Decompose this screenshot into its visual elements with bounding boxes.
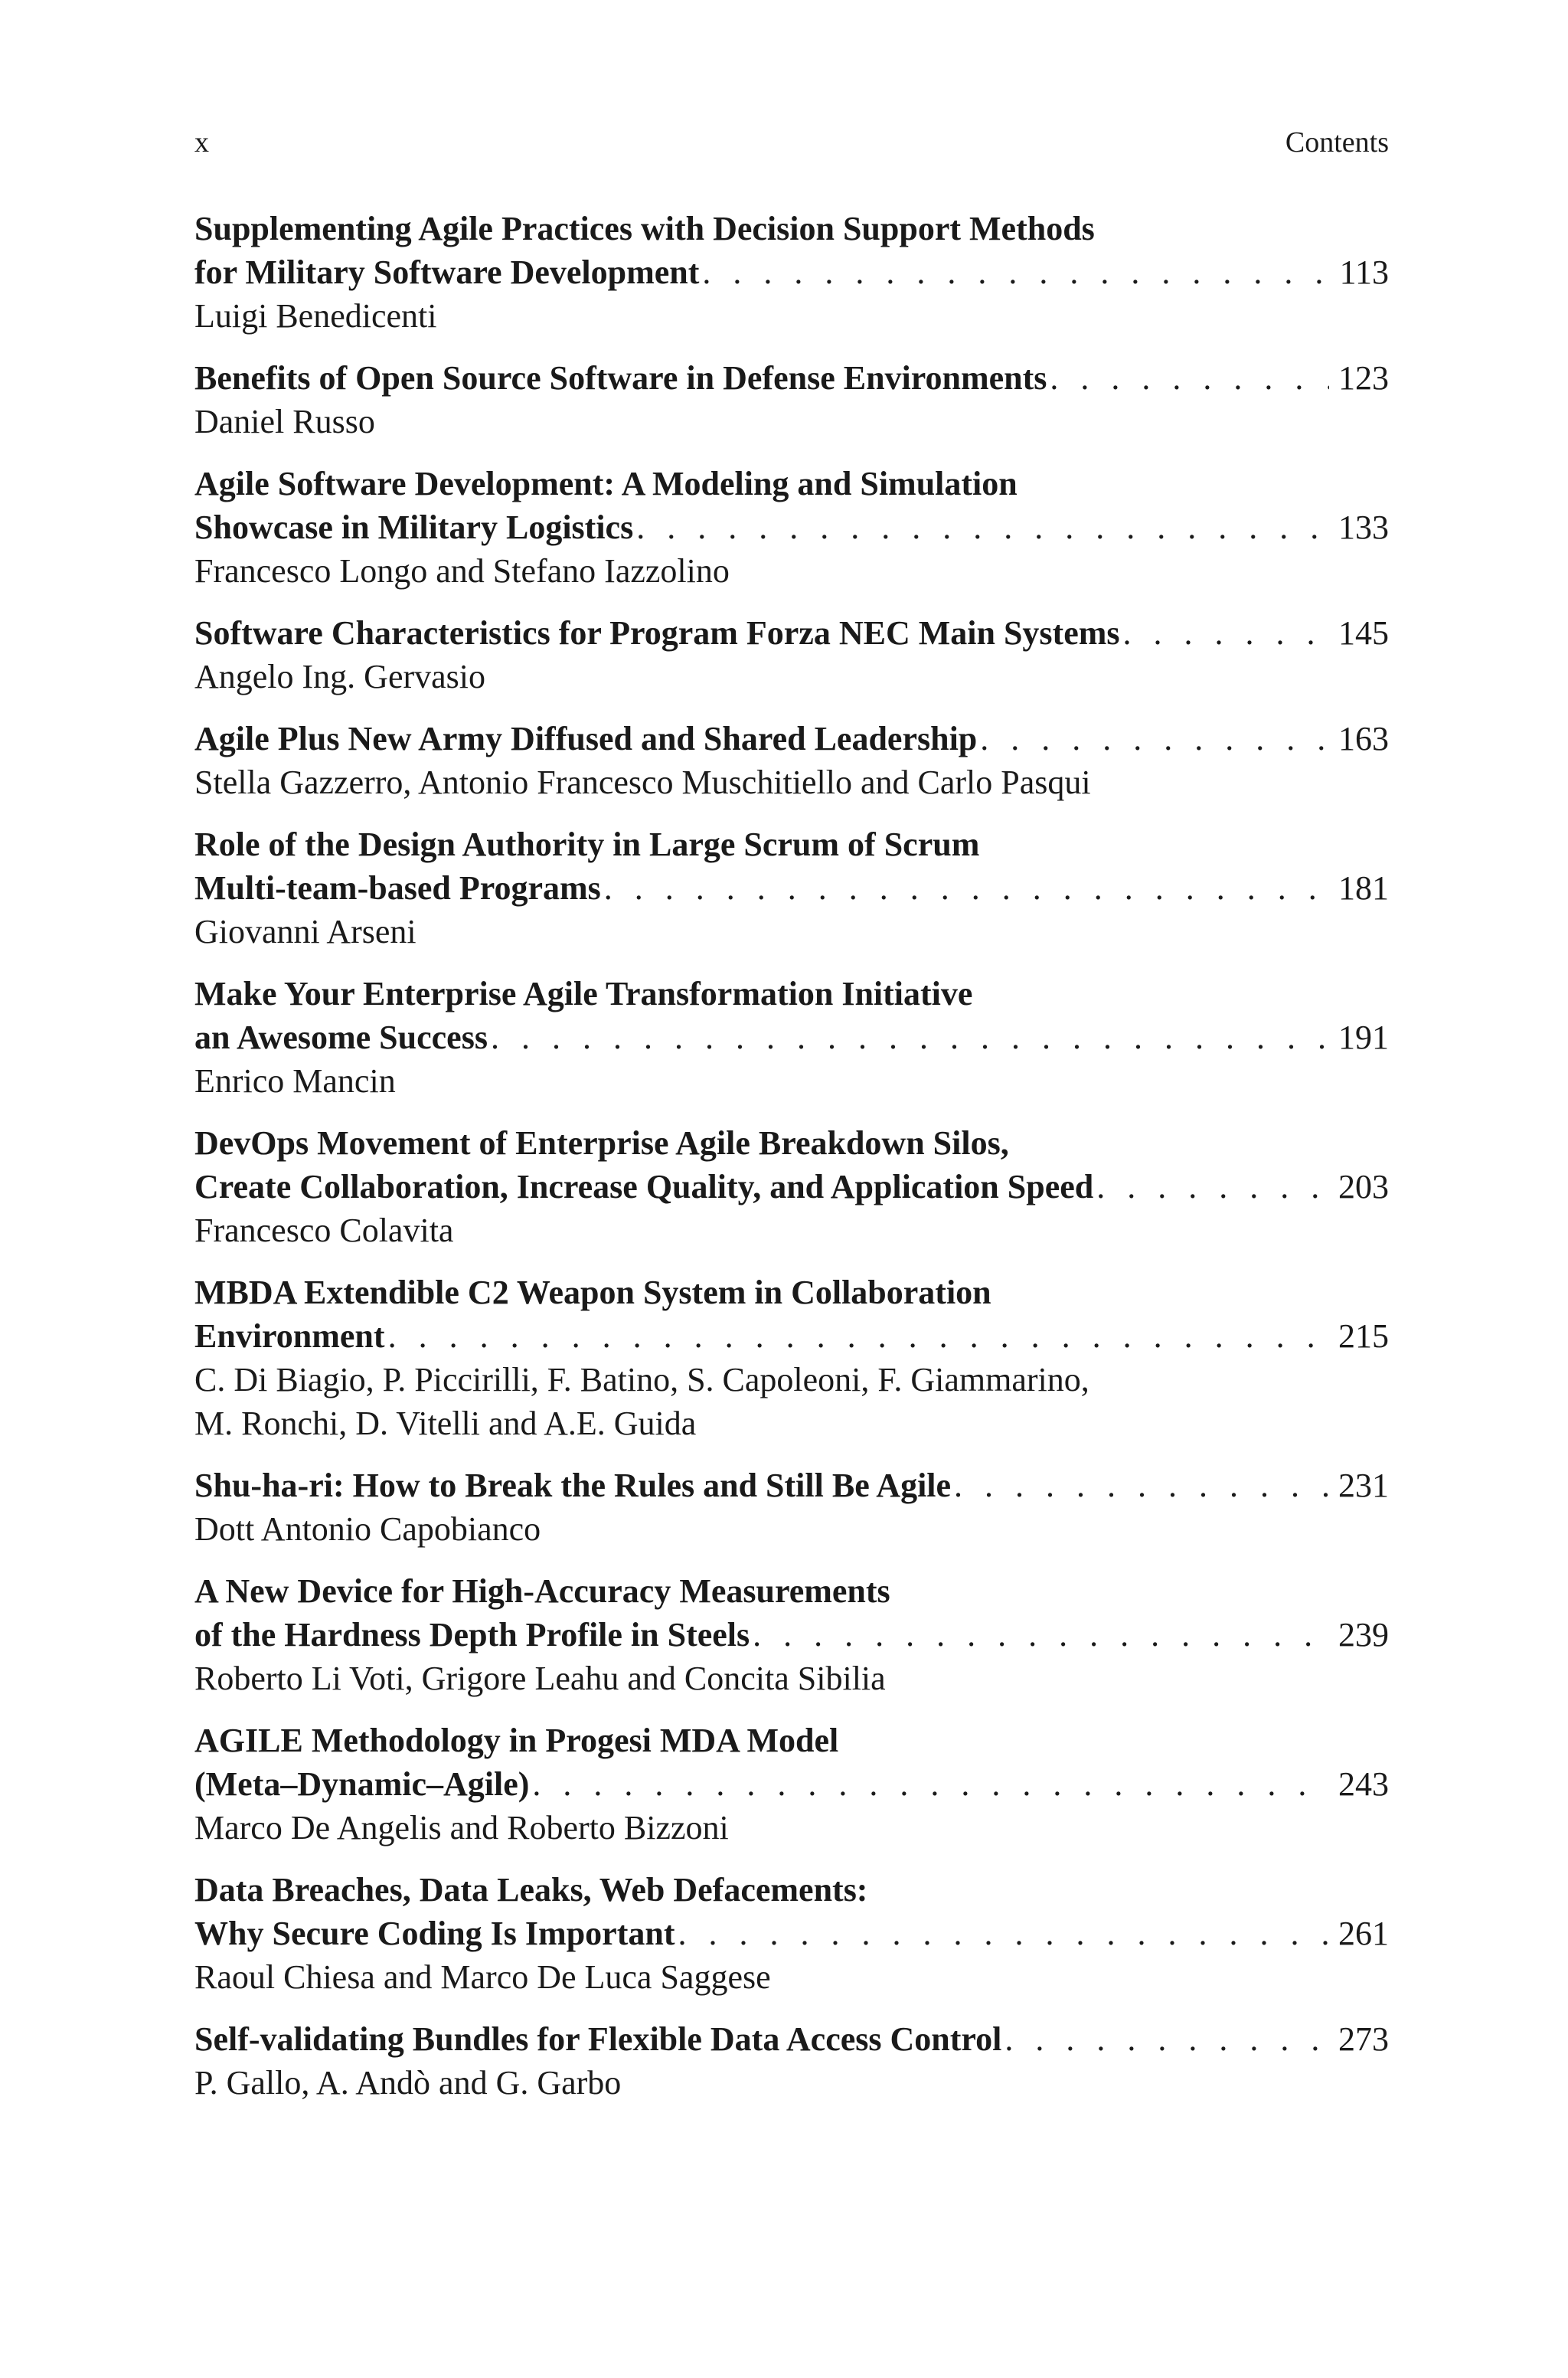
entry-authors: Angelo Ing. Gervasio — [194, 658, 486, 695]
entry-title-with-page — [194, 1912, 1389, 1955]
entry-authors: Giovanni Arseni — [194, 913, 416, 950]
entry-title-line: Software Characteristics for Program Forza NEC Main Systems — [194, 614, 1120, 652]
entry-page-number[interactable]: 133 — [1338, 509, 1389, 546]
entry-authors: Francesco Colavita — [194, 1212, 454, 1249]
dot-leader — [750, 1613, 1329, 1657]
entry-title-line: an Awesome Success — [194, 1019, 488, 1056]
entry-authors: Daniel Russo — [194, 403, 375, 440]
entry-title-with-page — [194, 1613, 1389, 1657]
entry-title-line: (Meta–Dynamic–Agile) — [194, 1765, 530, 1803]
toc-entry[interactable] — [194, 2017, 1389, 2105]
toc-entry[interactable] — [194, 717, 1389, 804]
entry-title-line: MBDA Extendible C2 Weapon System in Collaboration — [194, 1274, 991, 1311]
entry-authors: Luigi Benedicenti — [194, 297, 437, 335]
entry-title-line: Make Your Enterprise Agile Transformation Initiative — [194, 975, 973, 1012]
entry-title-line: of the Hardness Depth Profile in Steels — [194, 1616, 750, 1653]
entry-title-with-page — [194, 717, 1389, 761]
entry-title-line: Supplementing Agile Practices with Decision Support Methods — [194, 210, 1095, 247]
entry-title-line: Shu-ha-ri: How to Break the Rules and Still Be Agile — [194, 1467, 952, 1504]
dot-leader — [1047, 356, 1329, 400]
entry-page-number[interactable]: 163 — [1338, 720, 1389, 757]
page-number: x — [194, 126, 209, 159]
dot-leader — [385, 1314, 1329, 1358]
entry-page-number[interactable]: 145 — [1338, 614, 1389, 652]
entry-title-line: DevOps Movement of Enterprise Agile Breakdown Silos, — [194, 1124, 1009, 1162]
entry-page-number[interactable]: 243 — [1338, 1765, 1389, 1803]
entry-page-number[interactable]: 273 — [1338, 2020, 1389, 2058]
entry-authors: C. Di Biagio, P. Piccirilli, F. Batino, S. Capoleoni, F. Giammarino, — [194, 1361, 1089, 1398]
entry-title-line: Self-validating Bundles for Flexible Data Access Control — [194, 2020, 1002, 2058]
dot-leader — [633, 505, 1329, 549]
entry-title-line: AGILE Methodology in Progesi MDA Model — [194, 1722, 839, 1759]
dot-leader — [675, 1912, 1329, 1955]
dot-leader — [699, 250, 1330, 294]
dot-leader — [951, 1464, 1329, 1507]
entry-title-line: for Military Software Development — [194, 254, 700, 291]
dot-leader — [488, 1016, 1329, 1059]
entry-title-with-page — [194, 1165, 1389, 1209]
dot-leader — [601, 866, 1329, 910]
entry-title-line: Agile Software Development: A Modeling and Simulation — [194, 465, 1018, 502]
entry-title-line: Environment — [194, 1317, 385, 1355]
entry-authors: P. Gallo, A. Andò and G. Garbo — [194, 2064, 622, 2102]
entry-authors: Stella Gazzerro, Antonio Francesco Muschitiello and Carlo Pasqui — [194, 764, 1091, 801]
toc-entry[interactable] — [194, 1719, 1389, 1850]
entry-title-with-page — [194, 250, 1389, 294]
table-of-contents — [194, 207, 1389, 2123]
entry-title-with-page — [194, 1016, 1389, 1059]
entry-page-number[interactable]: 203 — [1338, 1168, 1389, 1205]
toc-entry[interactable] — [194, 611, 1389, 698]
toc-entry[interactable] — [194, 1121, 1389, 1252]
section-title: Contents — [1285, 126, 1389, 159]
entry-title-with-page — [194, 505, 1389, 549]
entry-title-line: Create Collaboration, Increase Quality, and Application Speed — [194, 1168, 1094, 1205]
entry-page-number[interactable]: 191 — [1338, 1019, 1389, 1056]
toc-entry[interactable] — [194, 1464, 1389, 1551]
entry-title-with-page — [194, 866, 1389, 910]
toc-entry[interactable] — [194, 1868, 1389, 1999]
toc-entry[interactable] — [194, 356, 1389, 443]
entry-title-with-page — [194, 2017, 1389, 2061]
entry-page-number[interactable]: 181 — [1338, 869, 1389, 907]
entry-title-with-page — [194, 1762, 1389, 1806]
entry-title-line: Role of the Design Authority in Large Scrum of Scrum — [194, 826, 980, 863]
entry-page-number[interactable]: 261 — [1338, 1915, 1389, 1952]
toc-entry[interactable] — [194, 207, 1389, 338]
entry-page-number[interactable]: 123 — [1338, 359, 1389, 397]
entry-title-line: Multi-team-based Programs — [194, 869, 601, 907]
entry-title-line: Agile Plus New Army Diffused and Shared Leadership — [194, 720, 978, 757]
toc-entry[interactable] — [194, 972, 1389, 1103]
running-head — [194, 123, 1389, 162]
entry-title-line: Data Breaches, Data Leaks, Web Defacements: — [194, 1871, 868, 1909]
entry-page-number[interactable]: 113 — [1339, 254, 1389, 291]
dot-leader — [1001, 2017, 1329, 2061]
dot-leader — [977, 717, 1329, 761]
toc-entry[interactable] — [194, 462, 1389, 593]
entry-authors: M. Ronchi, D. Vitelli and A.E. Guida — [194, 1405, 697, 1442]
entry-authors: Roberto Li Voti, Grigore Leahu and Concita Sibilia — [194, 1660, 886, 1697]
toc-entry[interactable] — [194, 1271, 1389, 1445]
toc-entry[interactable] — [194, 1569, 1389, 1700]
dot-leader — [1093, 1165, 1329, 1209]
entry-authors: Enrico Mancin — [194, 1062, 396, 1100]
entry-title-with-page — [194, 1464, 1389, 1507]
entry-title-with-page — [194, 1314, 1389, 1358]
entry-page-number[interactable]: 239 — [1338, 1616, 1389, 1653]
entry-title-with-page — [194, 611, 1389, 655]
dot-leader — [529, 1762, 1329, 1806]
entry-authors: Dott Antonio Capobianco — [194, 1510, 541, 1548]
entry-title-line: Showcase in Military Logistics — [194, 509, 634, 546]
document-page — [194, 0, 1389, 2378]
dot-leader — [1120, 611, 1330, 655]
entry-authors: Marco De Angelis and Roberto Bizzoni — [194, 1809, 729, 1846]
entry-authors: Raoul Chiesa and Marco De Luca Saggese — [194, 1958, 771, 1996]
entry-page-number[interactable]: 231 — [1338, 1467, 1389, 1504]
entry-page-number[interactable]: 215 — [1338, 1317, 1389, 1355]
toc-entry[interactable] — [194, 823, 1389, 953]
entry-title-line: Benefits of Open Source Software in Defense Environments — [194, 359, 1047, 397]
entry-authors: Francesco Longo and Stefano Iazzolino — [194, 552, 730, 590]
entry-title-line: A New Device for High-Accuracy Measurements — [194, 1572, 890, 1610]
entry-title-line: Why Secure Coding Is Important — [194, 1915, 675, 1952]
entry-title-with-page — [194, 356, 1389, 400]
